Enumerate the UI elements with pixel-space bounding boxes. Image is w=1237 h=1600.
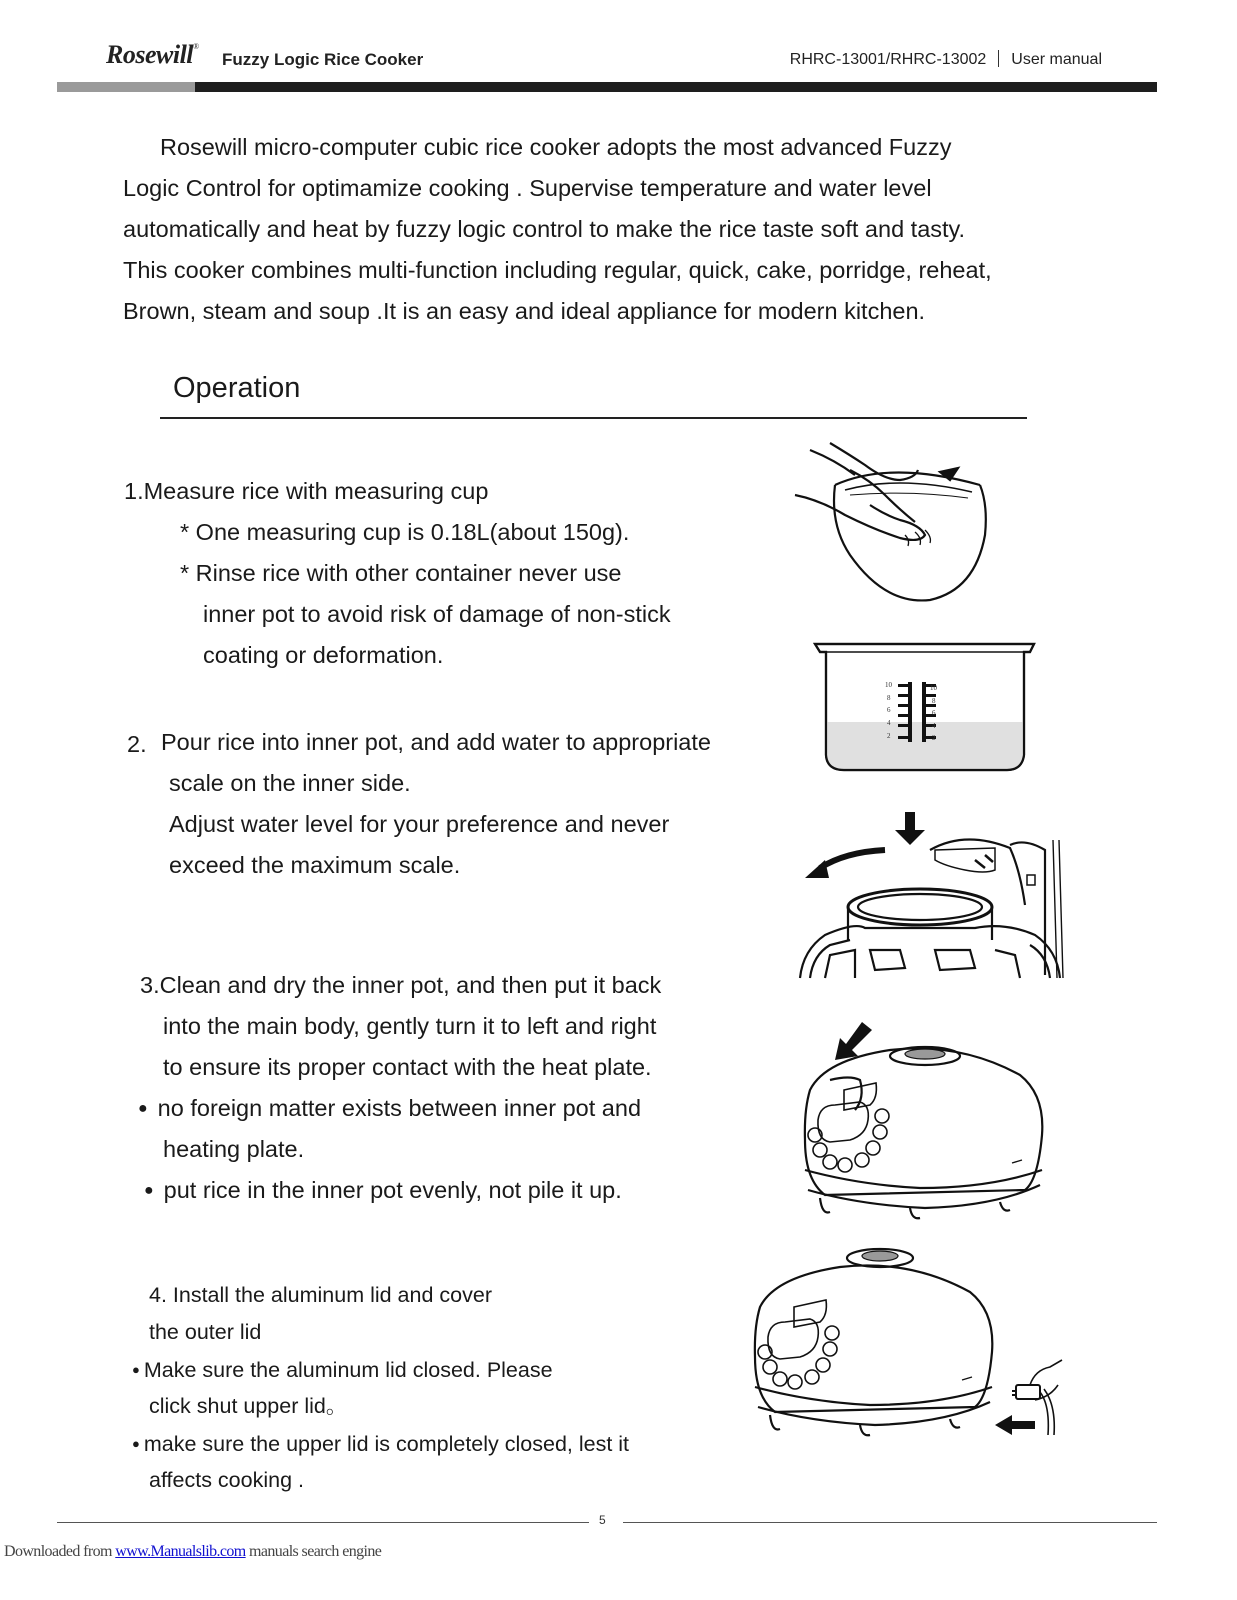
- intro-line: This cooker combines multi-function including regular, quick, cake, porridge, reheat,: [123, 257, 992, 283]
- scale-mark: 2: [932, 734, 936, 742]
- step1-heading: [124, 471, 488, 512]
- section-heading: Operation: [173, 372, 301, 404]
- step2-line: Adjust water level for your preference and never: [169, 811, 670, 837]
- intro-line: automatically and heat by fuzzy logic control to make the rice taste soft and tasty.: [123, 216, 966, 242]
- step2-line: exceed the maximum scale.: [169, 852, 461, 878]
- step3-line: 3.Clean and dry the inner pot, and then put it back: [140, 972, 662, 998]
- download-notice: [4, 1543, 381, 1561]
- scale-mark: 6: [932, 709, 936, 717]
- step2-line: scale on the inner side.: [169, 770, 411, 796]
- step3-line: to ensure its proper contact with the heat plate.: [163, 1054, 652, 1080]
- scale-mark: 10: [885, 681, 892, 689]
- download-prefix: Downloaded from: [4, 1543, 116, 1560]
- model-number: RHRC-13001/RHRC-13002: [789, 51, 987, 68]
- step1-line: * Rinse rice with other container never use: [180, 560, 622, 586]
- brand-logo: Rosewill®: [106, 40, 199, 69]
- step2-line: Pour rice into inner pot, and add water to appropriate: [161, 729, 711, 755]
- product-title: Fuzzy Logic Rice Cooker: [222, 50, 424, 69]
- step4-bullet-cont: affects cooking .: [149, 1468, 304, 1492]
- step-number: 2.: [127, 731, 147, 757]
- intro-line: Rosewill micro-computer cubic rice cooker adopts the most advanced Fuzzy: [160, 134, 952, 160]
- step1-line: * One measuring cup is 0.18L(about 150g).: [180, 519, 630, 545]
- document-type: User manual: [1011, 51, 1102, 68]
- rice-cooker-plug-illustration: [750, 1245, 1065, 1440]
- bullet-dot: ●: [144, 1182, 154, 1199]
- manualslib-link[interactable]: www.Manualslib.com: [115, 1543, 246, 1560]
- section-rule: [160, 417, 1027, 419]
- intro-line: Brown, steam and soup .It is an easy and ideal appliance for modern kitchen.: [123, 298, 926, 324]
- scale-mark: 8: [887, 694, 891, 702]
- step3-bullet: [138, 1088, 641, 1129]
- scale-mark: 4: [932, 722, 936, 730]
- page-number: 5: [599, 1513, 606, 1527]
- step3-bullet-cont: heating plate.: [163, 1136, 305, 1162]
- bullet-text: make sure the upper lid is completely closed, lest it: [143, 1432, 630, 1456]
- header-divider: [998, 50, 999, 67]
- step-number: 1.: [124, 478, 144, 504]
- bullet-text: Make sure the aluminum lid closed. Please: [143, 1358, 553, 1382]
- bullet-dot: ●: [138, 1100, 148, 1117]
- step4-bullet: [132, 1351, 553, 1389]
- header-bar-accent: [57, 82, 195, 92]
- inner-pot-illustration: [812, 640, 1037, 775]
- header-model-info: [790, 50, 1102, 69]
- rinse-rice-illustration: [790, 440, 990, 610]
- bullet-text: put rice in the inner pot evenly, not pile it up.: [163, 1177, 622, 1203]
- rice-cooker-illustration: [800, 1020, 1050, 1225]
- intro-line: Logic Control for optimamize cooking . Supervise temperature and water level: [123, 175, 932, 201]
- step4-line: 4. Install the aluminum lid and cover: [149, 1283, 492, 1307]
- insert-pot-illustration: [795, 810, 1065, 982]
- scale-mark: 2: [887, 732, 891, 740]
- step4-bullet: [132, 1425, 629, 1463]
- step4-bullet-cont: click shut upper lid。: [149, 1394, 348, 1418]
- bullet-text: no foreign matter exists between inner pot and: [157, 1095, 642, 1121]
- step3-line: into the main body, gently turn it to left and right: [163, 1013, 657, 1039]
- intro-paragraph: [123, 127, 1123, 332]
- step-title: Measure rice with measuring cup: [143, 478, 489, 504]
- scale-mark: 10: [930, 684, 937, 692]
- footer-rule: [57, 1522, 589, 1523]
- footer-rule: [623, 1522, 1157, 1523]
- download-suffix: manuals search engine: [245, 1543, 382, 1560]
- bullet-dot: ●: [132, 1362, 140, 1377]
- step1-line: coating or deformation.: [203, 642, 444, 668]
- bullet-dot: ●: [132, 1436, 140, 1451]
- step3-bullet: [144, 1170, 622, 1211]
- step4-line: the outer lid: [149, 1320, 262, 1344]
- scale-mark: 6: [887, 706, 891, 714]
- header-bar: [195, 82, 1157, 92]
- scale-mark: 4: [887, 719, 891, 727]
- scale-mark: 8: [932, 697, 936, 705]
- step1-line: inner pot to avoid risk of damage of non-stick: [203, 601, 671, 627]
